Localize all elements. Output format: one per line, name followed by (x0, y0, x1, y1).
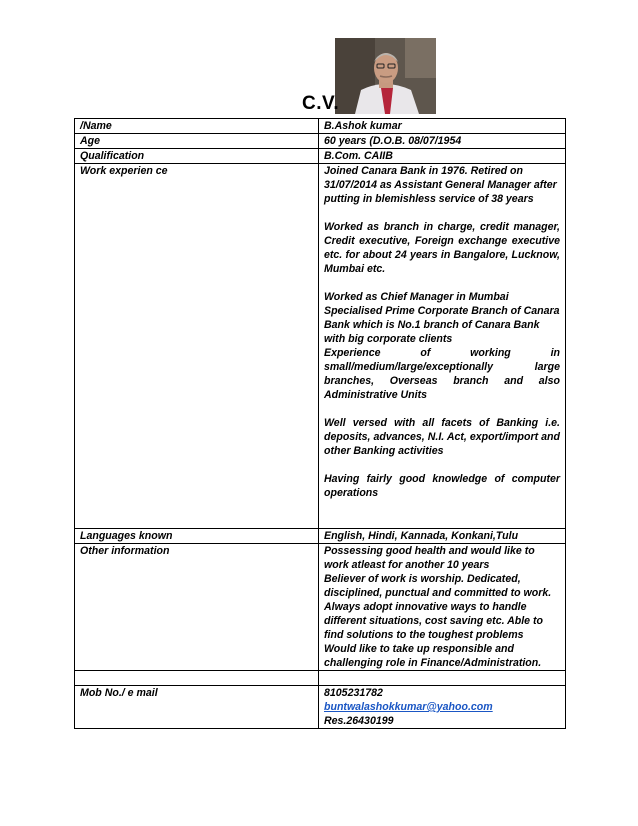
table-row (75, 164, 566, 529)
email-link[interactable]: buntwalashokkumar@yahoo.com (324, 701, 493, 713)
row-label: Work experien ce (75, 164, 319, 529)
table-row-empty (75, 671, 566, 686)
row-label: /Name (75, 119, 319, 134)
work-paragraph: Having fairly good knowledge of computer operations (324, 473, 560, 499)
work-paragraph: Worked as Chief Manager in Mumbai Specialised Prime Corporate Branch of Canara Bank which is No.1 branch of Canara Bank with big corporate clients (324, 291, 560, 345)
work-experience-cell (319, 164, 566, 529)
info-paragraph: Possessing good health and would like to work atleast for another 10 years (324, 545, 535, 571)
row-value: B.Ashok kumar (319, 119, 566, 134)
work-paragraph: Well versed with all facets of Banking i.e. deposits, advances, N.I. Act, export/import and other Banking activities (324, 417, 560, 457)
table-row (75, 119, 566, 134)
other-information-cell (319, 544, 566, 671)
row-label: Qualification (75, 149, 319, 164)
contact-cell (319, 686, 566, 729)
work-paragraph: Experience of working in small/medium/large/exceptionally large branches, Overseas branch and also Administrative Units (324, 347, 560, 401)
page-title: C.V. (302, 93, 340, 114)
row-value: B.Com. CAIIB (319, 149, 566, 164)
row-value: 60 years (D.O.B. 08/07/1954 (319, 134, 566, 149)
table-row (75, 529, 566, 544)
person-photo-icon (335, 38, 436, 114)
info-paragraph: Believer of work is worship. Dedicated, disciplined, punctual and committed to work. (324, 573, 552, 599)
table-row (75, 134, 566, 149)
row-label: Mob No./ e mail (75, 686, 319, 729)
row-label: Age (75, 134, 319, 149)
info-paragraph: Would like to take up responsible and challenging role in Finance/Administration. (324, 643, 542, 669)
work-paragraph: Worked as branch in charge, credit manager, Credit executive, Foreign exchange executive etc. for about 24 years in Bangalore, Lucknow, Mumbai etc. (324, 221, 560, 275)
row-label: Other information (75, 544, 319, 671)
cv-table (74, 118, 566, 729)
row-value: English, Hindi, Kannada, Konkani,Tulu (319, 529, 566, 544)
info-paragraph: Always adopt innovative ways to handle different situations, cost saving etc. Able to find solutions to the toughest problems (324, 601, 543, 641)
profile-photo (335, 38, 436, 114)
row-label: Languages known (75, 529, 319, 544)
table-row (75, 686, 566, 729)
table-row (75, 149, 566, 164)
mobile-number: 8105231782 (324, 687, 383, 699)
work-paragraph: Joined Canara Bank in 1976. Retired on 31/07/2014 as Assistant General Manager after putting in blemishless service of 38 years (324, 165, 557, 205)
table-row (75, 544, 566, 671)
residence-phone: Res.26430199 (324, 715, 394, 727)
